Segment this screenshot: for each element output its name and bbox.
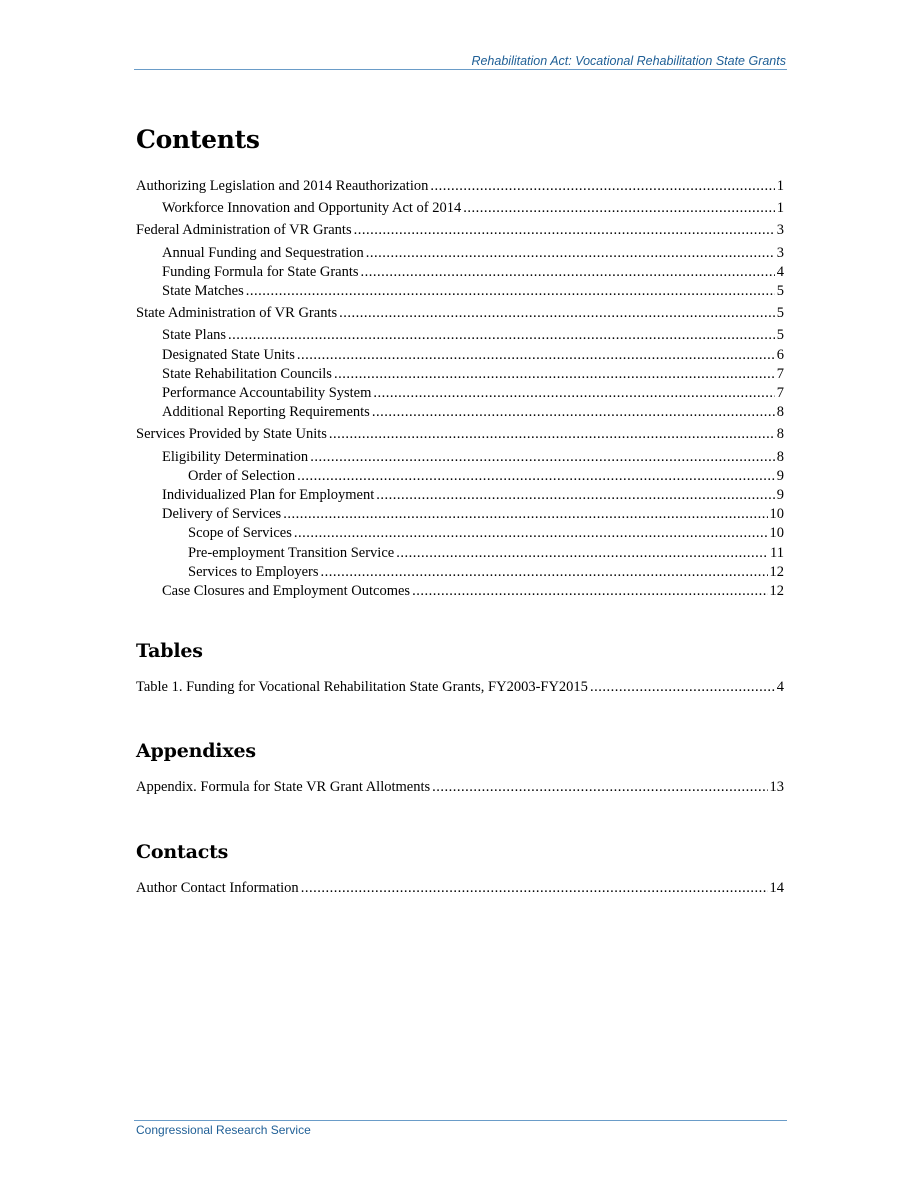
- toc-entry-page: 8: [776, 426, 784, 443]
- dot-leader: [320, 563, 767, 582]
- toc-entry-page: 1: [776, 200, 784, 217]
- toc-entry[interactable]: [136, 263, 784, 282]
- toc-entry-title: Pre-employment Transition Service: [188, 544, 395, 561]
- dot-leader: [301, 879, 768, 898]
- tables-heading: Tables: [136, 640, 203, 662]
- toc-entry[interactable]: [136, 221, 784, 240]
- toc-entry-page: 6: [776, 346, 784, 363]
- toc-entry[interactable]: [136, 244, 784, 263]
- toc-entry[interactable]: [136, 384, 784, 403]
- toc-entry[interactable]: [136, 879, 784, 898]
- toc-entry-title: Appendix. Formula for State VR Grant Allotments: [136, 779, 431, 795]
- toc-entry-title: Additional Reporting Requirements: [162, 404, 370, 421]
- dot-leader: [373, 384, 774, 403]
- dot-leader: [463, 199, 775, 218]
- dot-leader: [590, 678, 775, 697]
- toc-entry-title: State Plans: [162, 327, 227, 344]
- toc-entry[interactable]: [136, 304, 784, 323]
- toc-entry-title: Author Contact Information: [136, 880, 299, 896]
- toc-entry-title: Individualized Plan for Employment: [162, 487, 375, 504]
- toc-entry[interactable]: [136, 448, 784, 467]
- toc-entry-page: 5: [776, 327, 784, 344]
- toc-entry[interactable]: [136, 177, 784, 196]
- dot-leader: [432, 778, 767, 797]
- toc-entry[interactable]: [136, 326, 784, 345]
- toc-entry[interactable]: [136, 425, 784, 444]
- footer-rule: [134, 1120, 787, 1121]
- toc-entry[interactable]: [136, 563, 784, 582]
- toc-entry-title: Scope of Services: [188, 525, 292, 542]
- dot-leader: [361, 263, 775, 282]
- dot-leader: [430, 177, 774, 196]
- toc-entry-page: 12: [769, 583, 784, 600]
- toc-entry-page: 4: [776, 679, 784, 695]
- toc-entry-page: 7: [776, 365, 784, 382]
- toc-entry-title: Federal Administration of VR Grants: [136, 222, 352, 239]
- dot-leader: [396, 544, 768, 563]
- toc-entry[interactable]: [136, 467, 784, 486]
- toc-entry-page: 14: [769, 880, 784, 896]
- toc-entry-page: 8: [776, 448, 784, 465]
- toc-entry-page: 5: [776, 305, 784, 322]
- dot-leader: [376, 486, 775, 505]
- appendixes-heading: Appendixes: [136, 740, 256, 762]
- toc-entry[interactable]: [136, 505, 784, 524]
- dot-leader: [297, 467, 775, 486]
- contacts-list: [136, 879, 784, 898]
- toc-entry-title: Funding Formula for State Grants: [162, 263, 359, 280]
- tables-list: [136, 678, 784, 697]
- header-rule: [134, 69, 787, 70]
- toc-entry-title: Performance Accountability System: [162, 385, 372, 402]
- dot-leader: [246, 282, 775, 301]
- toc-entry-page: 5: [776, 283, 784, 300]
- toc-entry-title: Services to Employers: [188, 563, 319, 580]
- toc-entry-page: 9: [776, 467, 784, 484]
- toc-entry[interactable]: [136, 403, 784, 422]
- dot-leader: [310, 448, 775, 467]
- toc-entry-title: Order of Selection: [188, 467, 296, 484]
- toc-entry[interactable]: [136, 346, 784, 365]
- dot-leader: [228, 326, 775, 345]
- toc-entry-title: Workforce Innovation and Opportunity Act of 2014: [162, 200, 462, 217]
- toc-entry-page: 3: [776, 244, 784, 261]
- toc-entry[interactable]: [136, 486, 784, 505]
- dot-leader: [297, 346, 775, 365]
- toc-entry-page: 13: [769, 779, 784, 795]
- toc-entry[interactable]: [136, 199, 784, 218]
- dot-leader: [339, 304, 775, 323]
- toc-entry[interactable]: [136, 582, 784, 601]
- toc-entry-title: State Administration of VR Grants: [136, 305, 338, 322]
- appendixes-list: [136, 778, 784, 797]
- toc-entry-page: 1: [776, 178, 784, 194]
- toc-entry-title: Authorizing Legislation and 2014 Reauthorization: [136, 178, 429, 194]
- toc-entry[interactable]: [136, 524, 784, 543]
- toc-entry-page: 12: [769, 563, 784, 580]
- toc-entry-page: 9: [776, 487, 784, 504]
- toc-entry[interactable]: [136, 778, 784, 797]
- dot-leader: [354, 221, 775, 240]
- toc-entry[interactable]: [136, 282, 784, 301]
- contents-heading: Contents: [136, 125, 260, 154]
- toc-entry-title: Delivery of Services: [162, 506, 282, 523]
- dot-leader: [372, 403, 775, 422]
- dot-leader: [283, 505, 767, 524]
- toc-entry-page: 8: [776, 404, 784, 421]
- toc-entry-page: 4: [776, 263, 784, 280]
- dot-leader: [412, 582, 767, 601]
- running-header: Rehabilitation Act: Vocational Rehabilitation State Grants: [471, 54, 786, 68]
- toc-entry-page: 10: [769, 506, 784, 523]
- contents-list: [136, 177, 784, 601]
- toc-entry-title: Designated State Units: [162, 346, 295, 363]
- dot-leader: [329, 425, 775, 444]
- toc-entry-page: 10: [769, 525, 784, 542]
- dot-leader: [366, 244, 775, 263]
- toc-entry[interactable]: [136, 365, 784, 384]
- toc-entry-title: State Rehabilitation Councils: [162, 365, 332, 382]
- toc-entry-title: Eligibility Determination: [162, 448, 309, 465]
- toc-entry[interactable]: [136, 678, 784, 697]
- toc-entry-title: Annual Funding and Sequestration: [162, 244, 364, 261]
- toc-entry[interactable]: [136, 544, 784, 563]
- dot-leader: [334, 365, 775, 384]
- toc-entry-title: Table 1. Funding for Vocational Rehabilitation State Grants, FY2003-FY2015: [136, 679, 588, 695]
- contacts-heading: Contacts: [136, 841, 229, 863]
- toc-entry-title: State Matches: [162, 283, 244, 300]
- toc-entry-page: 7: [776, 385, 784, 402]
- toc-entry-title: Case Closures and Employment Outcomes: [162, 583, 411, 600]
- toc-entry-title: Services Provided by State Units: [136, 426, 327, 443]
- toc-entry-page: 3: [776, 222, 784, 239]
- toc-entry-page: 11: [770, 544, 784, 561]
- footer-text: Congressional Research Service: [136, 1123, 311, 1137]
- dot-leader: [294, 524, 768, 543]
